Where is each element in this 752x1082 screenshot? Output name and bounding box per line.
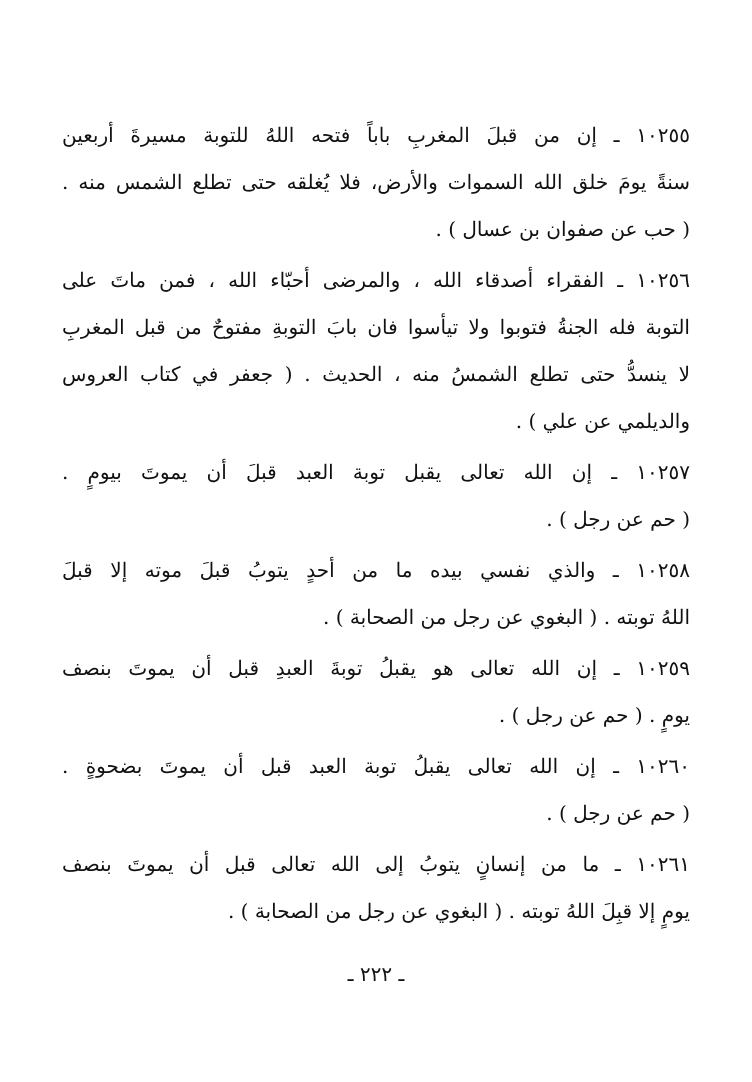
entry-line: ١٠٢٥٧ ـ إن الله تعالى يقبل توبة العبد قبلَ أن يموتَ بيومٍ . (62, 460, 690, 484)
entry-source: اللهُ توبته . ( البغوي عن رجل من الصحابة ) . (323, 605, 690, 629)
entry-line: سنةً يومَ خلق الله السموات والأرض، فلا يُغلقه حتى تطلع الشمس منه . (62, 170, 690, 194)
hadith-entry-10258 (62, 547, 690, 641)
hadith-entry-10255 (62, 112, 690, 253)
entry-source: ( حم عن رجل ) . (546, 507, 690, 531)
entry-source: ( حب عن صفوان بن عسال ) . (435, 217, 690, 241)
hadith-entry-10260 (62, 743, 690, 837)
page-body (62, 112, 690, 939)
entry-source: ( حم عن رجل ) . (546, 801, 690, 825)
entry-source: يومٍ إلا قبِلَ اللهُ توبته . ( البغوي عن رجل من الصحابة ) . (227, 899, 690, 923)
hadith-entry-10259 (62, 645, 690, 739)
entry-line: ١٠٢٦١ ـ ما من إنسانٍ يتوبُ إلى الله تعالى قبل أن يموتَ بنصف (62, 852, 690, 876)
entry-line: ١٠٢٥٩ ـ إن الله تعالى هو يقبلُ توبةَ العبدِ قبل أن يموتَ بنصف (62, 656, 690, 680)
hadith-entry-10261 (62, 841, 690, 935)
hadith-entry-10257 (62, 449, 690, 543)
entry-line: ١٠٢٥٨ ـ والذي نفسي بيده ما من أحدٍ يتوبُ قبلَ موته إلا قبلَ (62, 558, 690, 582)
entry-line: ١٠٢٥٥ ـ إن من قبلَ المغربِ باباً فتحه اللهُ للتوبة مسيرةَ أربعين (62, 123, 690, 147)
entry-line: ١٠٢٥٦ ـ الفقراء أصدقاء الله ، والمرضى أحبّاء الله ، فمن ماتَ على (62, 268, 690, 292)
hadith-entry-10256 (62, 257, 690, 445)
entry-line: ١٠٢٦٠ ـ إن الله تعالى يقبلُ توبة العبد قبل أن يموتَ بضحوةٍ . (62, 754, 690, 778)
entry-line: التوبة فله الجنةُ فتوبوا ولا تيأسوا فان بابَ التوبةِ مفتوحٌ من قبل المغربِ (62, 315, 690, 339)
entry-source: يومٍ . ( حم عن رجل ) . (498, 703, 690, 727)
entry-source: والديلمي عن علي ) . (515, 409, 690, 433)
page-number: ـ ٢٢٢ ـ (347, 962, 405, 986)
entry-line: لا ينسدُّ حتى تطلع الشمسُ منه ، الحديث . ( جعفر في كتاب العروس (62, 362, 690, 386)
